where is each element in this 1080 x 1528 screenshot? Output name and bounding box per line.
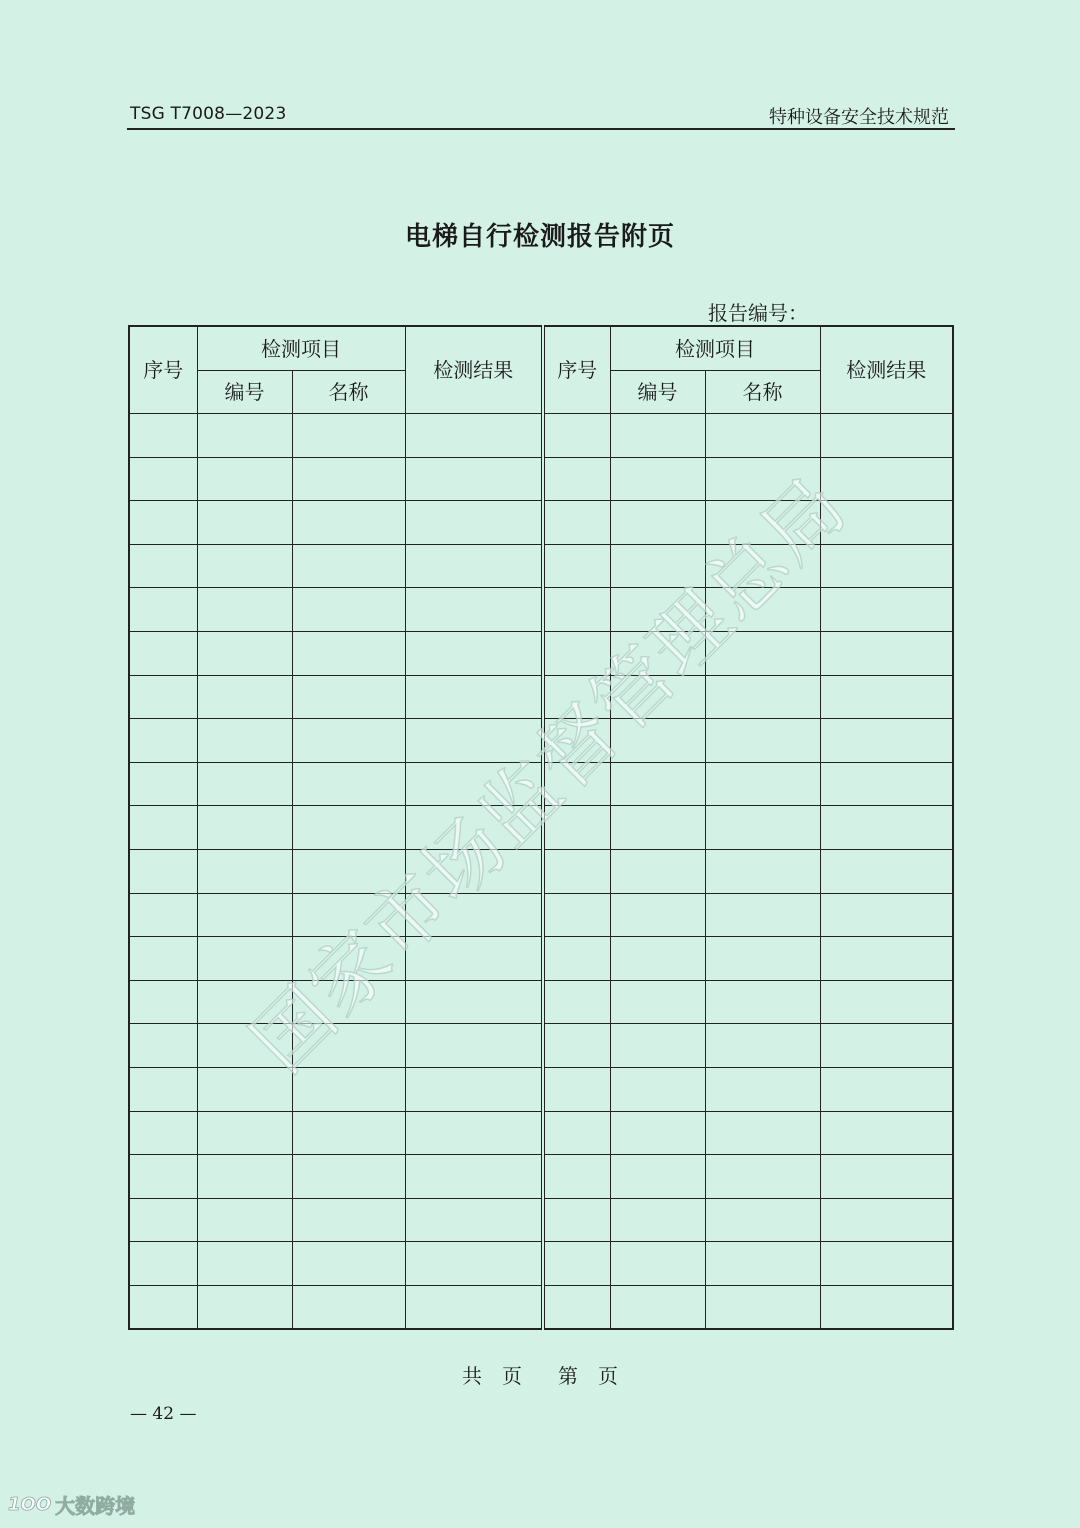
table-cell xyxy=(405,849,543,893)
table-cell xyxy=(705,1024,820,1068)
table-cell xyxy=(129,719,197,763)
table-cell xyxy=(129,414,197,458)
table-cell xyxy=(610,762,705,806)
table-cell xyxy=(129,675,197,719)
table-cell xyxy=(705,849,820,893)
table-cell xyxy=(820,1155,953,1199)
table-row xyxy=(129,1285,953,1329)
watermark: 国家市场监督管理总局 xyxy=(235,460,865,1090)
header-rule xyxy=(127,128,955,130)
table-cell xyxy=(197,719,292,763)
table-cell xyxy=(292,1285,405,1329)
table-row xyxy=(129,501,953,545)
table-row xyxy=(129,937,953,981)
table-cell xyxy=(292,631,405,675)
corner-logo xyxy=(8,1490,135,1519)
table-row xyxy=(129,762,953,806)
table-cell xyxy=(543,1242,610,1286)
table-row xyxy=(129,1067,953,1111)
table-cell xyxy=(292,849,405,893)
table-cell xyxy=(197,1067,292,1111)
table-body xyxy=(129,414,953,1330)
table-cell xyxy=(610,1155,705,1199)
logo-mark: 1OO xyxy=(8,1494,52,1515)
table-cell xyxy=(705,501,820,545)
table-cell xyxy=(405,1155,543,1199)
table-cell xyxy=(292,1111,405,1155)
table-cell xyxy=(543,1155,610,1199)
series-title: 特种设备安全技术规范 xyxy=(769,107,949,128)
table-cell xyxy=(543,980,610,1024)
table-cell xyxy=(292,980,405,1024)
table-cell xyxy=(610,544,705,588)
table-cell xyxy=(129,501,197,545)
table-cell xyxy=(129,631,197,675)
table-cell xyxy=(129,1242,197,1286)
table-cell xyxy=(405,1024,543,1068)
table-cell xyxy=(405,631,543,675)
inspection-table xyxy=(128,325,954,1330)
table-row xyxy=(129,631,953,675)
current-page-unit: 页 xyxy=(598,1364,618,1388)
table-cell xyxy=(820,849,953,893)
table-cell xyxy=(543,631,610,675)
table-cell xyxy=(197,501,292,545)
table-cell xyxy=(292,937,405,981)
table-cell xyxy=(705,893,820,937)
table-row xyxy=(129,414,953,458)
table-cell xyxy=(543,849,610,893)
table-cell xyxy=(129,937,197,981)
table-cell xyxy=(129,1285,197,1329)
table-cell xyxy=(610,1067,705,1111)
table-cell xyxy=(405,544,543,588)
table-cell xyxy=(705,1155,820,1199)
table-cell xyxy=(610,1198,705,1242)
table-cell xyxy=(197,1024,292,1068)
table-cell xyxy=(292,893,405,937)
table-cell xyxy=(405,1111,543,1155)
table-cell xyxy=(129,1198,197,1242)
table-cell xyxy=(543,1024,610,1068)
current-page-label: 第 xyxy=(558,1364,578,1388)
table-cell xyxy=(610,588,705,632)
table-row xyxy=(129,544,953,588)
header-seq-right: 序号 xyxy=(543,326,610,414)
table-cell xyxy=(705,675,820,719)
table-cell xyxy=(197,893,292,937)
table-cell xyxy=(610,937,705,981)
table-cell xyxy=(820,675,953,719)
table-row xyxy=(129,1155,953,1199)
table-cell xyxy=(292,806,405,850)
table-row xyxy=(129,893,953,937)
table-cell xyxy=(543,806,610,850)
table-cell xyxy=(820,980,953,1024)
table-cell xyxy=(197,1155,292,1199)
table-cell xyxy=(610,1024,705,1068)
table-cell xyxy=(405,675,543,719)
table-cell xyxy=(292,1155,405,1199)
header-result-right: 检测结果 xyxy=(820,326,953,414)
table-cell xyxy=(292,414,405,458)
table-cell xyxy=(197,544,292,588)
table-cell xyxy=(405,501,543,545)
table-cell xyxy=(820,893,953,937)
table-row xyxy=(129,457,953,501)
table-cell xyxy=(292,457,405,501)
table-cell xyxy=(705,762,820,806)
table-cell xyxy=(197,1242,292,1286)
table-row xyxy=(129,980,953,1024)
table-cell xyxy=(543,762,610,806)
table-cell xyxy=(705,414,820,458)
table-row xyxy=(129,1024,953,1068)
table-cell xyxy=(292,675,405,719)
table-cell xyxy=(292,719,405,763)
document-title: 电梯自行检测报告附页 xyxy=(404,222,675,252)
pagination-line xyxy=(0,1360,1080,1389)
table-cell xyxy=(292,1024,405,1068)
table-cell xyxy=(610,980,705,1024)
table-cell xyxy=(820,588,953,632)
table-cell xyxy=(405,980,543,1024)
table-cell xyxy=(610,1285,705,1329)
table-cell xyxy=(705,1242,820,1286)
header-item-name-right: 名称 xyxy=(705,371,820,414)
table-cell xyxy=(197,806,292,850)
table-cell xyxy=(543,501,610,545)
table-cell xyxy=(129,806,197,850)
table-cell xyxy=(129,893,197,937)
table-cell xyxy=(405,893,543,937)
header-item-no-right: 编号 xyxy=(610,371,705,414)
table-cell xyxy=(820,1111,953,1155)
table-cell xyxy=(197,1198,292,1242)
table-cell xyxy=(820,457,953,501)
table-row xyxy=(129,849,953,893)
table-cell xyxy=(610,1242,705,1286)
table-cell xyxy=(543,414,610,458)
table-cell xyxy=(405,1242,543,1286)
table-cell xyxy=(405,719,543,763)
table-cell xyxy=(705,806,820,850)
table-row xyxy=(129,1111,953,1155)
table-row xyxy=(129,1198,953,1242)
table-cell xyxy=(705,1285,820,1329)
header-item-name-left: 名称 xyxy=(292,371,405,414)
table-cell xyxy=(820,1285,953,1329)
table-cell xyxy=(405,588,543,632)
table-cell xyxy=(705,457,820,501)
table-cell xyxy=(610,1111,705,1155)
table-cell xyxy=(197,457,292,501)
table-cell xyxy=(292,544,405,588)
table-cell xyxy=(705,1198,820,1242)
table-cell xyxy=(197,631,292,675)
table-cell xyxy=(705,1067,820,1111)
table-cell xyxy=(820,1198,953,1242)
table-cell xyxy=(820,1242,953,1286)
table-cell xyxy=(610,501,705,545)
table-row xyxy=(129,588,953,632)
table-cell xyxy=(129,588,197,632)
table-cell xyxy=(705,980,820,1024)
table-cell xyxy=(405,1285,543,1329)
table-cell xyxy=(610,631,705,675)
table-cell xyxy=(405,1067,543,1111)
header-result-left: 检测结果 xyxy=(405,326,543,414)
table-cell xyxy=(820,631,953,675)
table-cell xyxy=(405,806,543,850)
header-item-left: 检测项目 xyxy=(197,326,405,371)
total-pages-label: 共 xyxy=(462,1364,482,1388)
table-cell xyxy=(197,937,292,981)
table-cell xyxy=(543,937,610,981)
page-number: — 42 — xyxy=(130,1404,197,1424)
table-cell xyxy=(820,544,953,588)
table-cell xyxy=(292,501,405,545)
table-cell xyxy=(292,1067,405,1111)
table-cell xyxy=(197,414,292,458)
table-cell xyxy=(705,631,820,675)
standard-code: TSG T7008—2023 xyxy=(130,104,287,124)
table-cell xyxy=(129,544,197,588)
table-cell xyxy=(543,1111,610,1155)
table-cell xyxy=(820,719,953,763)
table-cell xyxy=(292,1198,405,1242)
table-cell xyxy=(820,937,953,981)
table-cell xyxy=(129,849,197,893)
table-cell xyxy=(820,1067,953,1111)
table-cell xyxy=(129,1024,197,1068)
table-cell xyxy=(405,457,543,501)
table-cell xyxy=(705,1111,820,1155)
table-cell xyxy=(820,414,953,458)
table-cell xyxy=(820,806,953,850)
table-cell xyxy=(129,457,197,501)
table-cell xyxy=(543,1285,610,1329)
table-cell xyxy=(543,719,610,763)
table-cell xyxy=(543,588,610,632)
table-cell xyxy=(129,1067,197,1111)
table-cell xyxy=(197,849,292,893)
table-row xyxy=(129,1242,953,1286)
table-cell xyxy=(820,762,953,806)
table-cell xyxy=(197,1285,292,1329)
table-cell xyxy=(705,544,820,588)
table-cell xyxy=(610,675,705,719)
table-cell xyxy=(543,457,610,501)
table-cell xyxy=(405,937,543,981)
table-cell xyxy=(543,675,610,719)
table-cell xyxy=(129,980,197,1024)
table-cell xyxy=(610,719,705,763)
table-cell xyxy=(129,762,197,806)
table-cell xyxy=(129,1155,197,1199)
table-row xyxy=(129,719,953,763)
header-seq-left: 序号 xyxy=(129,326,197,414)
table-cell xyxy=(705,937,820,981)
table-cell xyxy=(197,675,292,719)
table-cell xyxy=(610,849,705,893)
table-cell xyxy=(705,719,820,763)
table-cell xyxy=(705,588,820,632)
table-cell xyxy=(405,1198,543,1242)
table-row xyxy=(129,675,953,719)
table-row xyxy=(129,806,953,850)
table-cell xyxy=(543,544,610,588)
table-cell xyxy=(292,762,405,806)
table-cell xyxy=(610,457,705,501)
table-cell xyxy=(543,1067,610,1111)
table-cell xyxy=(197,980,292,1024)
table-cell xyxy=(292,1242,405,1286)
table-cell xyxy=(610,414,705,458)
table-cell xyxy=(820,501,953,545)
table-cell xyxy=(543,893,610,937)
table-cell xyxy=(197,762,292,806)
table-cell xyxy=(292,588,405,632)
table-cell xyxy=(129,1111,197,1155)
header-item-right: 检测项目 xyxy=(610,326,820,371)
total-pages-unit: 页 xyxy=(502,1364,522,1388)
logo-text: 大数跨境 xyxy=(55,1494,136,1518)
table-cell xyxy=(405,414,543,458)
table-cell xyxy=(610,806,705,850)
report-number-label: 报告编号： xyxy=(708,301,808,325)
table-cell xyxy=(405,762,543,806)
table-cell xyxy=(820,1024,953,1068)
table-cell xyxy=(543,1198,610,1242)
table-cell xyxy=(610,893,705,937)
table-cell xyxy=(197,588,292,632)
header-item-no-left: 编号 xyxy=(197,371,292,414)
table-cell xyxy=(197,1111,292,1155)
